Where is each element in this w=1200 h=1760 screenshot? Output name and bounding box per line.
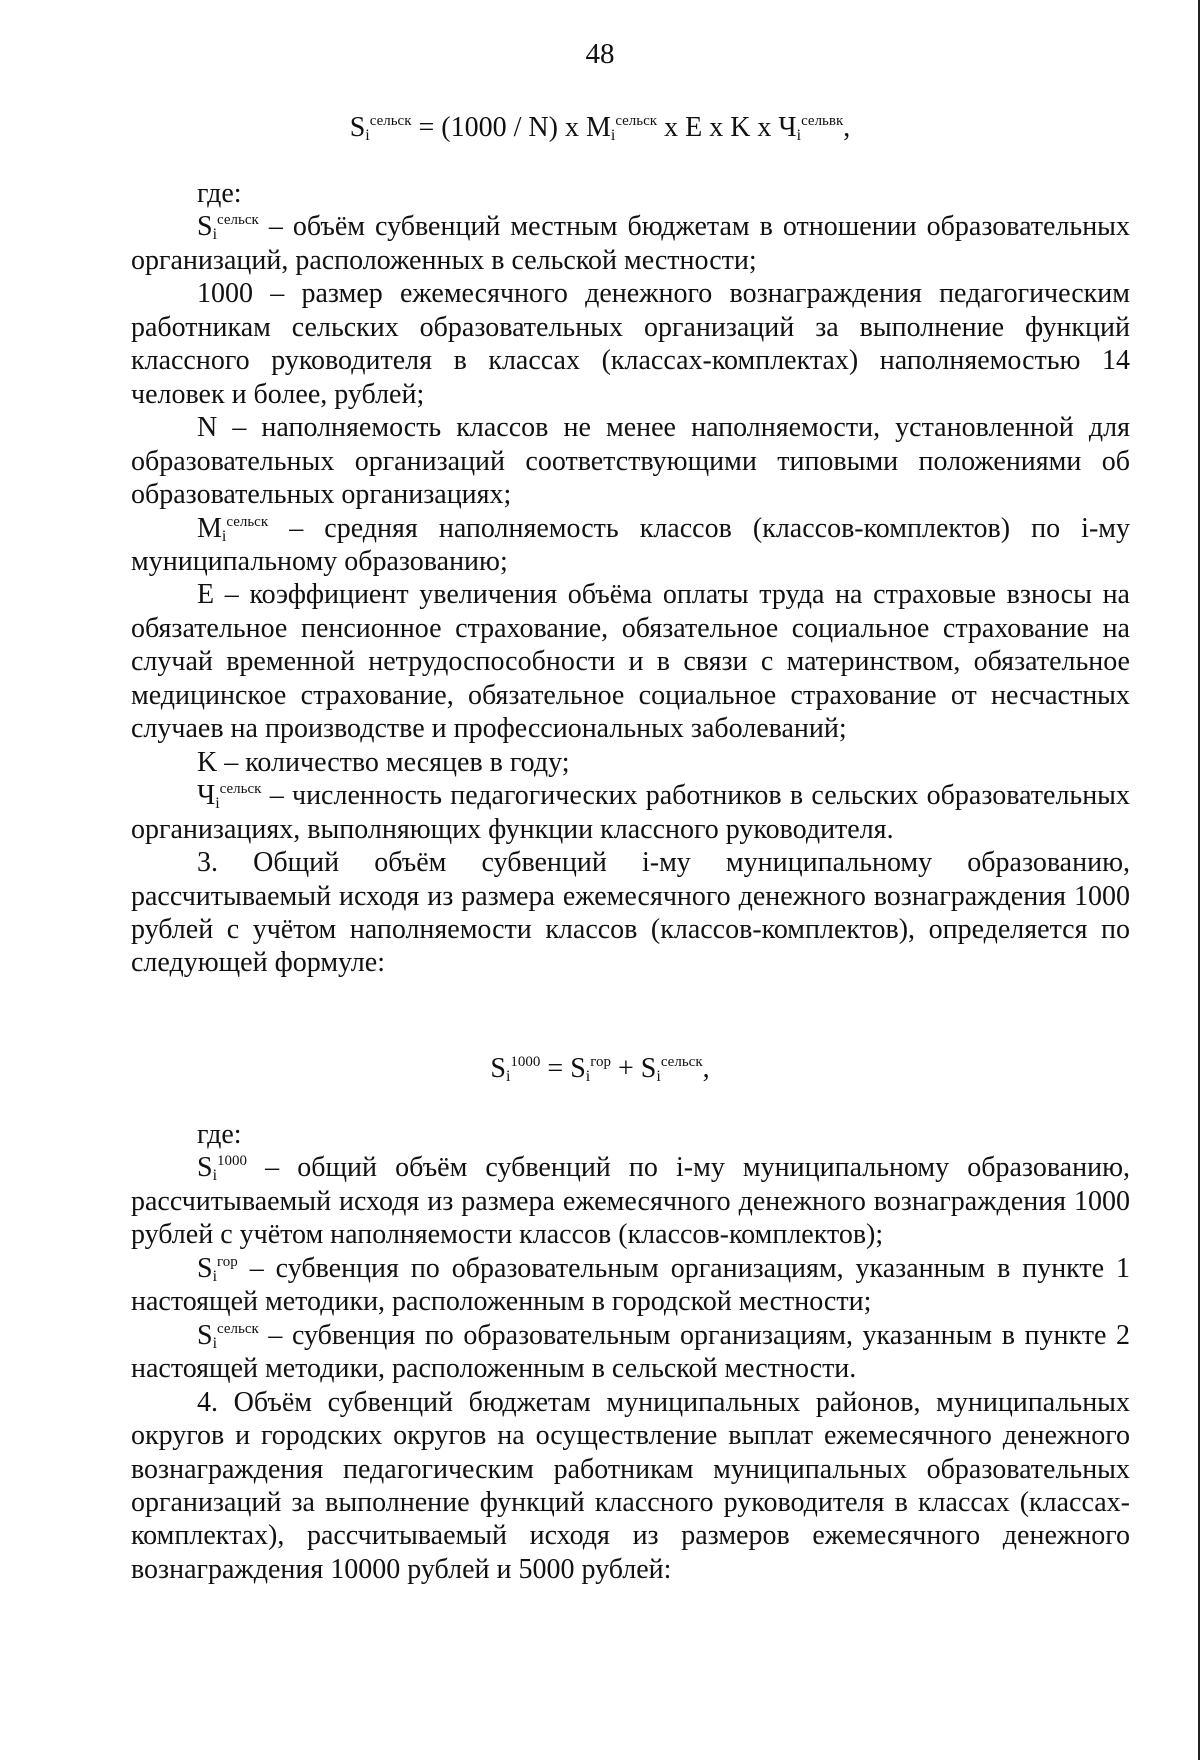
paragraph-point-3: 3. Общий объём субвенций i-му муниципальному образованию, рассчитываемый исходя из размера ежемесячного денежного вознаграждения 1000 рублей с учётом наполняемости классов (классов-комплектов), определяется по следующей формуле: xyxy=(131,847,1130,979)
definition-ch-rural: $Ч_i^{сельск}$ – численность педагогических работников в сельских образовательных организациях, выполняющих функции классного руководителя. xyxy=(131,780,1130,845)
formula-rural-subvention: $S_i^{сельск} = (1000 / N)$ х $M_i^{сельск}$ х E х K х $Ч_i^{сельвк}$, xyxy=(349,112,851,144)
definition-m-rural: $M_i^{сельск}$ – средняя наполняемость классов (классов-комплектов) по i-му муниципальному образованию; xyxy=(131,512,1130,577)
definitions-block-2 xyxy=(131,1118,1130,1586)
formula-lhs: $S_i^{сельск}$ xyxy=(349,112,412,144)
definition-n: N – наполняемость классов не менее наполняемости, установленной для образовательных организаций соответствующими типовыми положениями об образовательных организациях; xyxy=(131,412,1130,511)
where-label: где: xyxy=(197,178,242,209)
definition-s-rural-2: $S_i^{сельск}$ – субвенция по образовательным организациям, указанным в пункте 2 настоящей методики, расположенным в сельской местности. xyxy=(131,1319,1130,1385)
definition-s-urban: $S_i^{гор}$ – субвенция по образовательным организациям, указанным в пункте 1 настоящей методики, расположенным в городской местности; xyxy=(131,1252,1130,1318)
definition-e: E – коэффициент увеличения объёма оплаты труда на страховые взносы на обязательное пенсионное страхование, обязательное социальное страхование на случай временной нетрудоспособности и в связи с материнством, обязательное медицинское страхование, обязательное социальное страхование от несчастных случаев на производстве и профессиональных заболеваний; xyxy=(131,579,1130,745)
definition-k: K – количество месяцев в году; xyxy=(197,746,570,778)
formula-total-subvention: $S_i^{1000} = S_i^{гор} + S_i^{сельск}$, xyxy=(490,1053,710,1085)
definition-1000: 1000 – размер ежемесячного денежного вознаграждения педагогическим работникам сельских образовательных организаций за выполнение функций классного руководителя в классах (классах-комплектах) наполняемостью 14 человек и более, рублей; xyxy=(131,278,1130,410)
definition-s-rural: $S_i^{сельск}$ – объём субвенций местным бюджетам в отношении образовательных организаций, расположенных в сельской местности; xyxy=(131,211,1130,276)
where-label-2: где: xyxy=(197,1119,242,1150)
paragraph-point-4: 4. Объём субвенций бюджетам муниципальных районов, муниципальных округов и городских округов на осуществление выплат ежемесячного денежного вознаграждения педагогическим работникам муниципальных образовательных организаций за выполнение функций классного руководителя в классах (классах-комплектах), рассчитываемый исходя из размеров ежемесячного денежного вознаграждения 10000 рублей и 5000 рублей: xyxy=(131,1386,1130,1585)
definitions-block-1 xyxy=(131,177,1130,980)
definition-s-1000: $S_i^{1000}$ – общий объём субвенций по i-му муниципальному образованию, рассчитываемый исходя из размера ежемесячного денежного вознаграждения 1000 рублей с учётом наполняемости классов (классов-комплектов); xyxy=(131,1152,1130,1251)
page-number: 48 xyxy=(585,38,615,70)
